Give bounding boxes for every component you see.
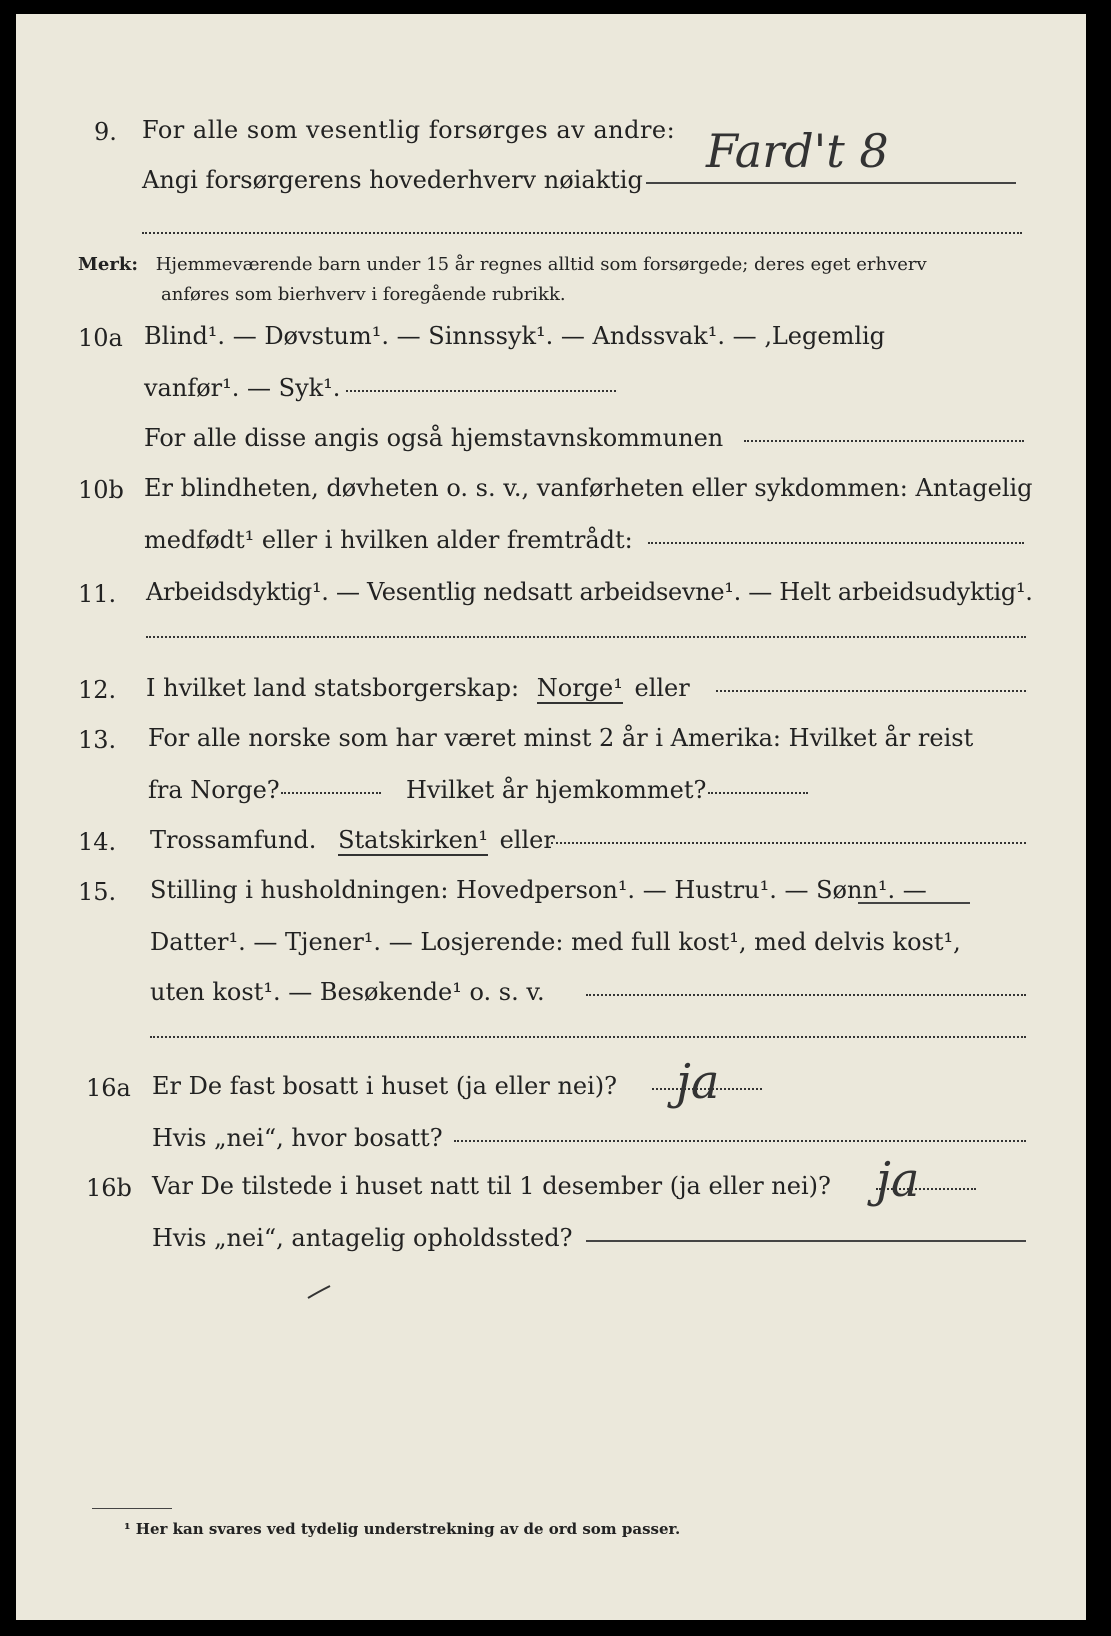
- merk-text2: anføres som bierhverv i foregående rubrikk.: [161, 284, 566, 305]
- q12-number: 12.: [78, 676, 117, 704]
- q10a-kommune-line: [744, 440, 1024, 442]
- q16a-line2: Hvis „nei“, hvor bosatt?: [152, 1124, 443, 1152]
- q15-blank-line: [150, 1036, 1026, 1038]
- q13-line2b: Hvilket år hjemkommet?: [406, 776, 707, 804]
- q13-line1: For alle norske som har været minst 2 år i Amerika: Hvilket år reist: [148, 724, 974, 752]
- q14-statskirken-underlined: Statskirken¹: [338, 826, 488, 854]
- q16a-bosatt-line: [454, 1140, 1026, 1142]
- q11-line1: Arbeidsdyktig¹. — Vesentlig nedsatt arbeidsevne¹. — Helt arbeidsudyktig¹.: [146, 578, 1033, 606]
- q10b-number: 10b: [78, 476, 124, 504]
- q13-number: 13.: [78, 726, 117, 754]
- q10a-line2: vanfør¹. — Syk¹.: [144, 374, 341, 402]
- q10a-syk-line: [346, 390, 616, 392]
- q16a-answer-line: [652, 1088, 762, 1090]
- q12-norge-underlined: Norge¹: [536, 674, 623, 702]
- q10a-line3: For alle disse angis også hjemstavnskommunen: [144, 424, 724, 452]
- q12-answer-line: [716, 690, 1026, 692]
- q16b-answer-line: [876, 1188, 976, 1190]
- merk-note: [78, 250, 927, 280]
- q9-answer-line: [646, 182, 1016, 184]
- q10b-line1: Er blindheten, døvheten o. s. v., vanførheten eller sykdommen: Antagelig: [144, 474, 1033, 502]
- census-form-page: [16, 14, 1086, 1620]
- q9-line2: Angi forsørgerens hovederhverv nøiaktig: [142, 166, 643, 194]
- q10b-answer-line: [648, 542, 1024, 544]
- pen-mark-icon: [306, 1282, 336, 1302]
- q10a-line1: Blind¹. — Døvstum¹. — Sinnssyk¹. — Andssvak¹. — ‚Legemlig: [144, 322, 886, 350]
- q14-eller: eller: [499, 826, 555, 854]
- q15-sonn-underline: [858, 902, 970, 904]
- q12-eller: eller: [634, 674, 690, 702]
- q15-answer-line: [586, 994, 1026, 996]
- q15-line3: uten kost¹. — Besøkende¹ o. s. v.: [150, 978, 545, 1006]
- footnote: ¹ Her kan svares ved tydelig understrekning av de ord som passer.: [124, 1520, 681, 1538]
- q15-line1: Stilling i husholdningen: Hovedperson¹. — Hustru¹. — Sønn¹. —: [150, 876, 927, 904]
- q12-line: [146, 672, 690, 704]
- q13-reist-line: [281, 792, 381, 794]
- q16b-line2: Hvis „nei“, antagelig opholdssted?: [152, 1224, 573, 1252]
- q13-hjemkommet-line: [708, 792, 808, 794]
- q16a-handwritten-answer: ja: [676, 1054, 720, 1110]
- q9-number: 9.: [94, 118, 117, 146]
- merk-label: Merk:: [78, 254, 138, 275]
- q16a-line1: Er De fast bosatt i huset (ja eller nei)?: [152, 1072, 618, 1100]
- q15-number: 15.: [78, 878, 117, 906]
- q15-line2: Datter¹. — Tjener¹. — Losjerende: med full kost¹, med delvis kost¹,: [150, 928, 961, 956]
- footnote-rule: [92, 1508, 172, 1509]
- q16b-line1: Var De tilstede i huset natt til 1 desember (ja eller nei)?: [152, 1172, 831, 1200]
- q16a-number: 16a: [86, 1074, 131, 1102]
- q9-handwritten-answer: Fard't 8: [706, 124, 889, 178]
- q10a-number: 10a: [78, 324, 123, 352]
- q9-line1: For alle som vesentlig forsørges av andre:: [142, 116, 676, 144]
- q16b-opholdssted-line: [586, 1240, 1026, 1242]
- q16b-number: 16b: [86, 1174, 132, 1202]
- q9-blank-line: [142, 232, 1022, 234]
- q10b-line2: medfødt¹ eller i hvilken alder fremtrådt:: [144, 526, 633, 554]
- q16b-handwritten-answer: ja: [876, 1152, 920, 1208]
- merk-text1: Hjemmeværende barn under 15 år regnes alltid som forsørgede; deres eget erhverv: [155, 254, 927, 275]
- q14-line: [150, 824, 555, 856]
- q11-number: 11.: [78, 580, 117, 608]
- q14-answer-line: [551, 842, 1026, 844]
- q12-text: I hvilket land statsborgerskap:: [146, 674, 520, 702]
- q14-label: Trossamfund.: [150, 826, 317, 854]
- q14-number: 14.: [78, 828, 117, 856]
- q13-line2a: fra Norge?: [148, 776, 280, 804]
- q11-blank-line: [146, 636, 1026, 638]
